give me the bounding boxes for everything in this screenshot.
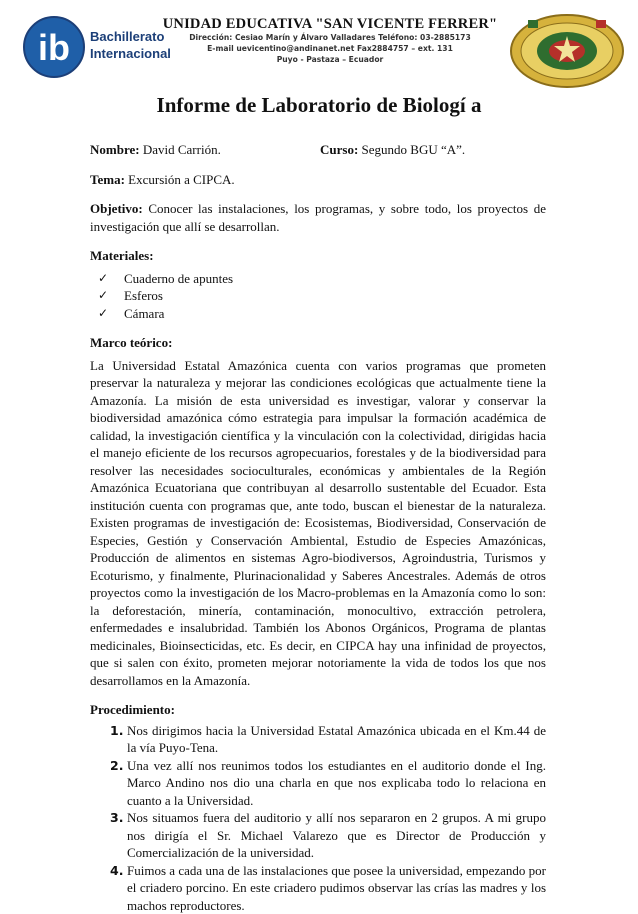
page-header bbox=[0, 0, 638, 92]
name-course-row bbox=[90, 141, 546, 159]
list-item bbox=[98, 305, 546, 323]
school-contact: E-mail uevicentino@andinanet.net Fax2884757 – ext. 131 bbox=[150, 43, 510, 54]
tema-row bbox=[90, 171, 546, 189]
list-item bbox=[98, 287, 546, 305]
step-number: 2. bbox=[110, 757, 123, 775]
nombre-value: David Carrión. bbox=[143, 142, 221, 157]
step-number: 1. bbox=[110, 722, 123, 740]
material-text: Cámara bbox=[124, 306, 164, 321]
marco-text: La Universidad Estatal Amazónica cuenta con varios programas que prometen preservar la naturaleza y mejorar las condiciones ecológicas que actualmente tiene la Amazonía. La misión de esta universidad es investigar, valorar y conservar la biodiversidad amazónica cómo estrategia para impulsar la formación académica de calidad, la investigación científica y la vinculación con la colectividad, dirigidas hacia el manejo eficiente de los recursos agropecuarios, forestales y de la biodiversidad para resolver las necesidades socioculturales, económicas y ambientales de la Región Amazónica Ecuatoriana que contribuyan al desarrollo sustentable del Ecuador. Esta institución cuenta con programas que, ante todo, buscan el bienestar de la naturaleza. Existen programas de investigación de: Ecosistemas, Biodiversidad, Conservación de Especies, Gestión y Conservación Ambiental, Estudio de Especies Amazónicas, Producción de alimentos en sistemas Agro-biodiversos, Agroindustria, Turismos y Ecoturismo, y finalmente, Plurinacionalidad y Saberes Ancestrales. Además de otros proyectos como la investigación de los Macro-problemas en la Amazonía como lo son: la deforestación, minería, contaminación, monocultivo, extracción petrolera, enfermedades e insalubridad. También los Abonos Orgánicos, Programa de plantas medicinales, Bioinsecticidas, etc. Es decir, en CIPCA hay una infinidad de proyectos, que si salen con éxito, prometen mejorar notoriamente la vida de todos los que nos desarrollamos en la Amazonía. bbox=[90, 357, 546, 690]
step-number: 4. bbox=[110, 862, 123, 880]
tema-label: Tema: bbox=[90, 172, 125, 187]
list-item bbox=[90, 722, 546, 757]
checkmark-icon: ✓ bbox=[98, 270, 108, 288]
curso-label: Curso: bbox=[320, 142, 358, 157]
materiales-list bbox=[90, 270, 546, 323]
procedimiento-list bbox=[90, 722, 546, 914]
school-location: Puyo - Pastaza – Ecuador bbox=[150, 54, 510, 65]
procedimiento-title: Procedimiento: bbox=[90, 701, 546, 719]
step-text: Una vez allí nos reunimos todos los estudiantes en el auditorio donde el Ing. Marco Andino nos dio una charla en que nos explicaba todo lo relaciona en cuanto a la Universidad. bbox=[127, 758, 546, 808]
ib-text-line2: Internacional bbox=[90, 46, 171, 61]
objetivo-label: Objetivo: bbox=[90, 201, 143, 216]
curso-value: Segundo BGU “A”. bbox=[362, 142, 466, 157]
tema-value: Excursión a CIPCA. bbox=[128, 172, 235, 187]
objetivo-row bbox=[90, 200, 546, 235]
checkmark-icon: ✓ bbox=[98, 305, 108, 323]
school-seal-icon bbox=[508, 12, 626, 90]
materiales-title: Materiales: bbox=[90, 247, 546, 265]
step-text: Nos situamos fuera del auditorio y allí nos separaron en 2 grupos. A mi grupo nos dirigía el Sr. Michael Valarezo que es Director de Producción y Comercialización de la universidad. bbox=[127, 810, 546, 860]
nombre-label: Nombre: bbox=[90, 142, 140, 157]
ib-text-line1: Bachillerato bbox=[90, 29, 164, 44]
school-info bbox=[150, 16, 510, 65]
step-text: Nos dirigimos hacia la Universidad Estatal Amazónica ubicada en el Km.44 de la vía Puyo-Tena. bbox=[127, 723, 546, 756]
list-item bbox=[90, 862, 546, 914]
school-address: Dirección: Cesiao Marín y Álvaro Valladares Teléfono: 03-2885173 bbox=[150, 32, 510, 43]
curso-group bbox=[320, 141, 465, 159]
report-body bbox=[90, 141, 546, 914]
step-text: Fuimos a cada una de las instalaciones que posee la universidad, empezando por el criadero porcino. En este criadero pudimos observar las crías las madres y los machos reproductores. bbox=[127, 863, 546, 913]
step-number: 3. bbox=[110, 809, 123, 827]
ib-letters: ib bbox=[38, 27, 70, 68]
objetivo-value: Conocer las instalaciones, los programas, y sobre todo, los proyectos de investigación que allí se desarrollan. bbox=[90, 201, 546, 234]
school-name: UNIDAD EDUCATIVA "SAN VICENTE FERRER" bbox=[150, 16, 510, 32]
material-text: Esferos bbox=[124, 288, 163, 303]
list-item bbox=[90, 809, 546, 862]
checkmark-icon: ✓ bbox=[98, 287, 108, 305]
marco-title: Marco teórico: bbox=[90, 334, 546, 352]
report-title: Informe de Laboratorio de Biologí a bbox=[0, 93, 638, 118]
material-text: Cuaderno de apuntes bbox=[124, 271, 233, 286]
list-item bbox=[98, 270, 546, 288]
list-item bbox=[90, 757, 546, 810]
